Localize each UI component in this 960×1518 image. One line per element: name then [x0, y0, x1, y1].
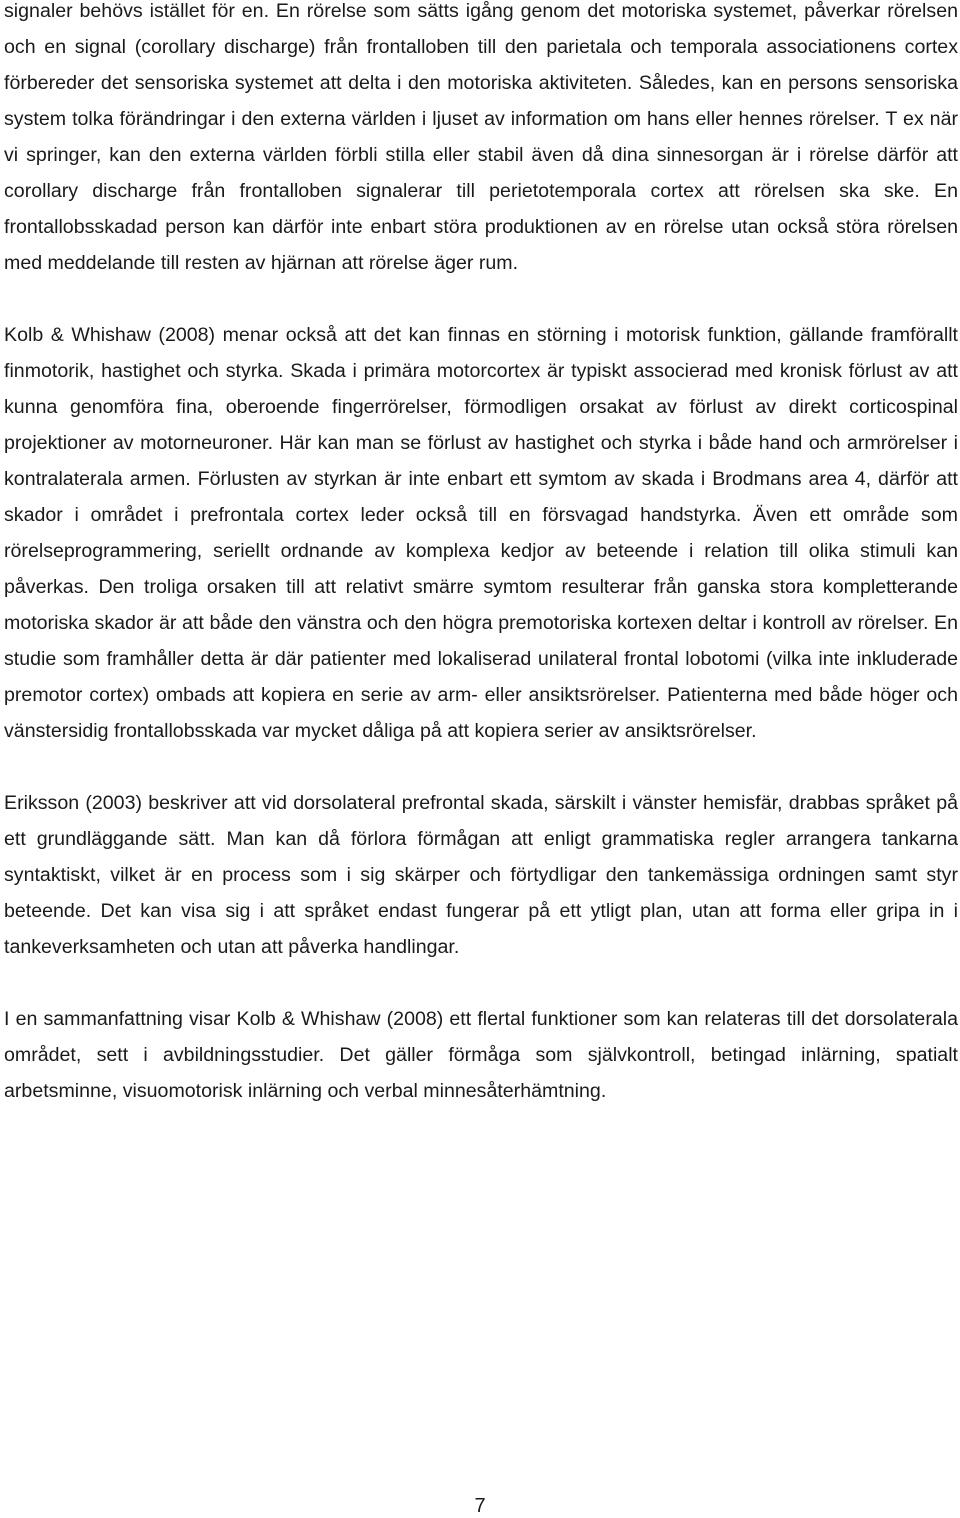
- sentence: En frontallobsskadad person kan därför inte enbart störa produktionen av en rörelse utan också störa rörelsen med meddelande till resten av hjärnan att rörelse äger rum.: [4, 180, 958, 274]
- sentence: Kolb & Whishaw (2008) menar också att det kan finnas en störning i motorisk funktion, gällande framförallt finmotorik, hastighet och styrka.: [4, 324, 958, 382]
- paragraph-2: [4, 317, 958, 749]
- paragraph-4: [4, 1001, 958, 1109]
- sentence: Det kan visa sig i att språket endast fungerar på ett ytligt plan, utan att forma eller gripa in i tankeverksamheten och utan att påverka handlingar.: [4, 900, 958, 958]
- sentence: T ex när vi springer, kan den externa världen förbli stilla eller stabil även då dina sinnesorgan är i rörelse därför att corollary discharge från frontalloben signalerar till perietotemporala cortex att rörelsen ska ske.: [4, 108, 959, 202]
- sentence: Således, kan en persons sensoriska system tolka förändringar i den externa världen i ljuset av information om hans eller hennes rörelser.: [4, 72, 958, 130]
- paragraph-3: [4, 785, 958, 965]
- sentence: Även ett område som rörelseprogrammering, seriellt ordnande av komplexa kedjor av beteende i relation till olika stimuli kan påverkas.: [4, 504, 958, 598]
- sentence: signaler behövs istället för en. En rörelse som sätts igång genom det motoriska systemet, påverkar rörelsen och en signal (corollary discharge) från frontalloben till den parietala och temporala associationens cortex förbereder det sensoriska systemet att delta i den motoriska aktiviteten.: [4, 0, 958, 94]
- document-page: [4, 0, 958, 1145]
- paragraph-1: [4, 0, 958, 281]
- sentence: Skada i primära motorcortex är typiskt associerad med kronisk förlust av att kunna genomföra fina, oberoende fingerrörelser, förmodligen orsakat av förlust av direkt corticospinal projektioner av motorneuroner.: [4, 360, 958, 454]
- sentence: Eriksson (2003) beskriver att vid dorsolateral prefrontal skada, särskilt i vänster hemisfär, drabbas språket på ett grundläggande sätt.: [4, 792, 958, 850]
- page-number: 7: [474, 1495, 486, 1517]
- sentence: I en sammanfattning visar Kolb & Whishaw (2008) ett flertal funktioner som kan relateras till det dorsolaterala området, sett i avbildningsstudier.: [4, 1008, 958, 1066]
- sentence: Man kan då förlora förmågan att enligt grammatiska regler arrangera tankarna syntaktiskt, vilket är en process som i sig skärper och förtydligar den tankemässiga ordningen samt styr beteende.: [4, 828, 958, 922]
- sentence: Det gäller förmåga som självkontroll, betingad inlärning, spatialt arbetsminne, visuomotorisk inlärning och verbal minnesåterhämtning.: [4, 1044, 958, 1102]
- sentence: Här kan man se förlust av hastighet och styrka i både hand och armrörelser i kontralaterala armen.: [4, 432, 958, 490]
- sentence: Förlusten av styrkan är inte enbart ett symtom av skada i Brodmans area 4, därför att skador i området i prefrontala cortex leder också till en försvagad handstyrka.: [4, 468, 958, 526]
- sentence: En studie som framhåller detta är där patienter med lokaliserad unilateral frontal lobotomi (vilka inte inkluderade premotor cortex) ombads att kopiera en serie av arm- eller ansiktsrörelser.: [4, 612, 958, 706]
- sentence: Patienterna med både höger och vänstersidig frontallobsskada var mycket dåliga på att kopiera serier av ansiktsrörelser.: [4, 684, 958, 742]
- sentence: Den troliga orsaken till att relativt smärre symtom resulterar från ganska stora kompletterande motoriska skador är att både den vänstra och den högra premotoriska kortexen deltar i kontroll av rörelser.: [4, 576, 958, 634]
